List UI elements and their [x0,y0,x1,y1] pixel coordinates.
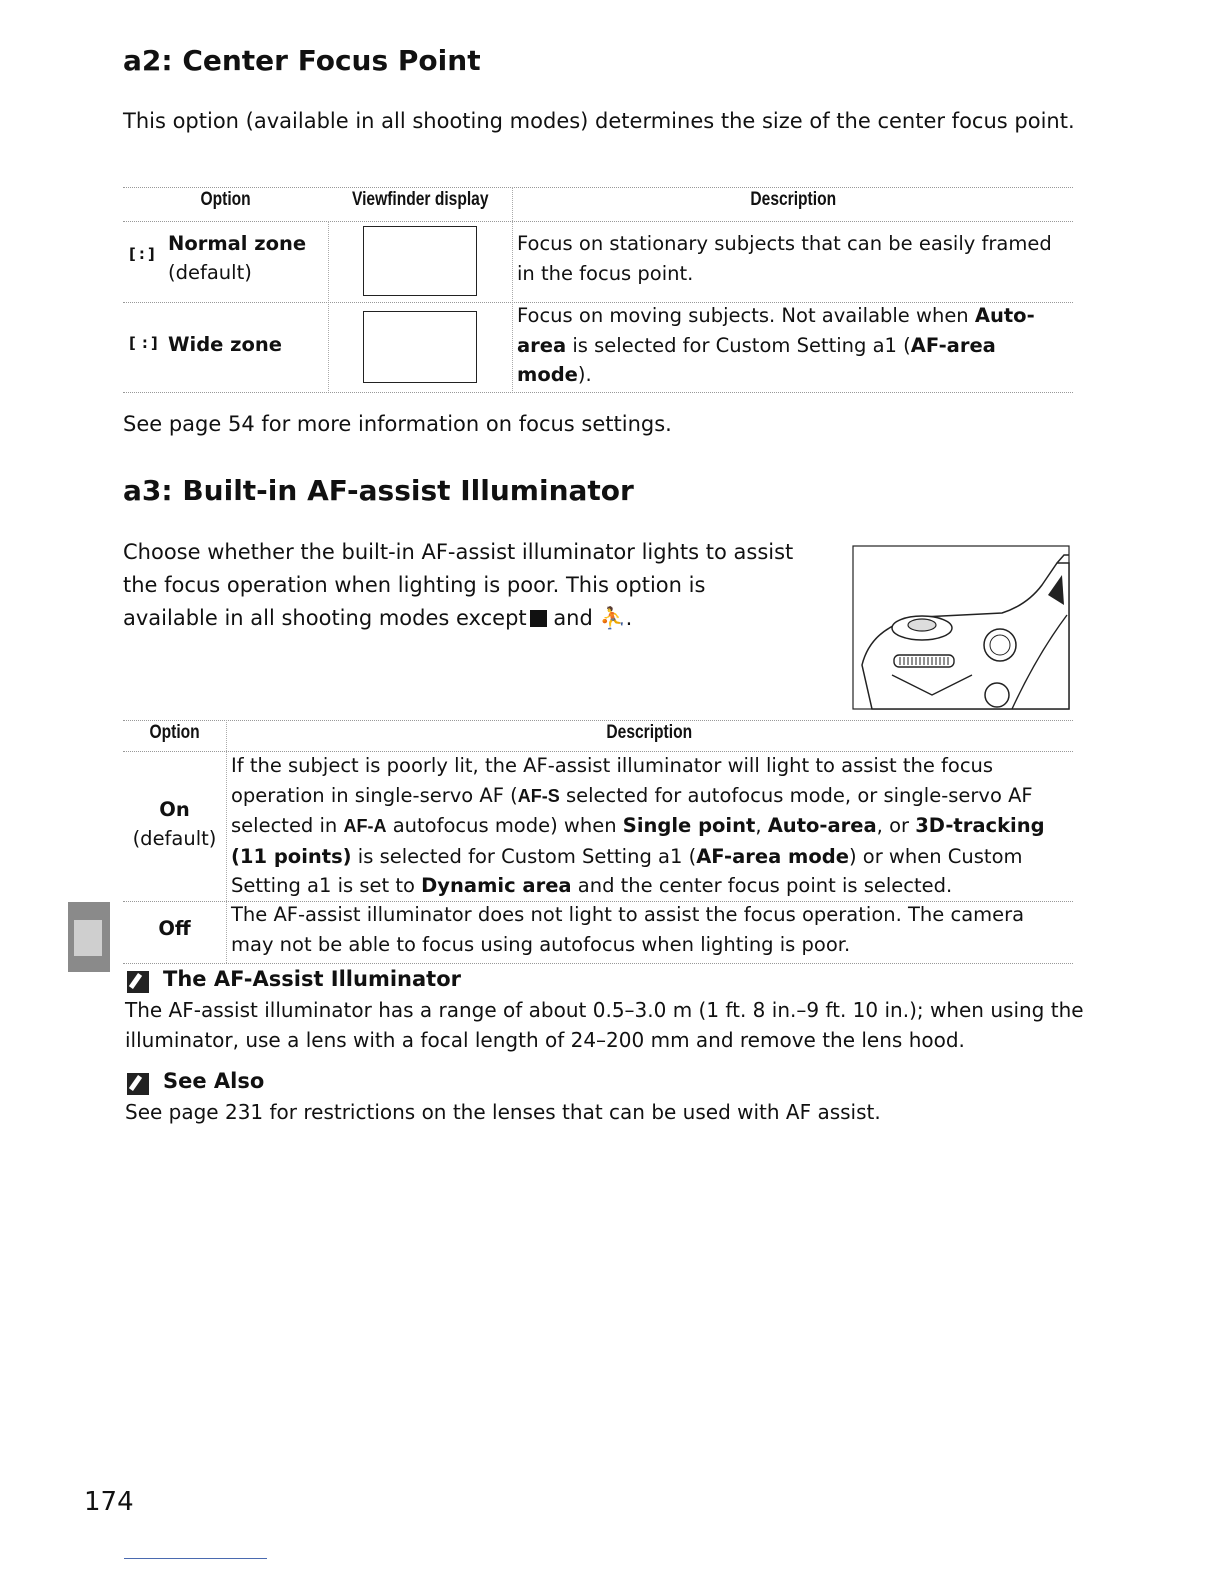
normal-zone-viewfinder-image [363,226,477,296]
wide-zone-label: Wide zone [168,333,283,356]
on-default: (default) [132,827,217,850]
pencil-note-icon [127,1073,149,1095]
section-title-a3: a3: Built-in AF-assist Illuminator [123,474,634,507]
normal-zone-label: Normal zone [168,232,307,255]
footer-rule [124,1558,267,1559]
a3-header-option: Option [149,722,200,743]
on-description: If the subject is poorly lit, the AF-assist illuminator will light to assist the focus operation in single-servo AF (AF-S selected for autofocus mode, or single-servo AF selected in AF-A autofocus mode) when Single point, Auto-area, or 3D-tracking (11 points) is selected for Custom Setting a1 (AF-area mode) or when Custom Setting a1 is set to Dynamic area and the center focus point is selected. [231,754,1045,897]
a2-intro: This option (available in all shooting modes) determines the size of the center focus point. [123,109,1075,133]
note-body: The AF-assist illuminator has a range of about 0.5–3.0 m (1 ft. 8 in.–9 ft. 10 in.); when using the illuminator, use a lens with a focal length of 24–200 mm and remove the lens hood. [125,998,1084,1052]
pencil-note-icon [127,971,149,993]
a2-header-option: Option [200,189,251,210]
landscape-mode-icon [530,610,547,627]
normal-zone-icon: [ : ] [129,245,155,263]
a2-header-viewfinder: Viewfinder display [352,189,489,210]
note-body: See page 231 for restrictions on the lenses that can be used with AF assist. [125,1100,881,1124]
normal-zone-description: Focus on stationary subjects that can be easily framed in the focus point. [517,232,1052,285]
a3-intro: Choose whether the built-in AF-assist illuminator lights to assist the focus operation when lighting is poor. This option is available in all shooting modes except and ⛹. [123,540,794,630]
note-title: The AF-Assist Illuminator [163,967,461,991]
sports-mode-icon: ⛹ [599,606,626,630]
off-description: The AF-assist illuminator does not light to assist the focus operation. The camera may not be able to focus using autofocus when lighting is poor. [231,903,1025,956]
a3-header-description: Description [606,722,693,743]
on-label: On [159,798,190,821]
wide-zone-icon: [ : ] [129,334,158,352]
page-number: 174 [84,1487,134,1517]
normal-zone-default: (default) [168,261,252,284]
a2-see-page: See page 54 for more information on focus settings. [123,412,672,436]
wide-zone-viewfinder-image [363,311,477,383]
custom-settings-tab-icon [74,920,102,956]
note-title: See Also [163,1069,265,1093]
section-tab-marker [68,902,110,972]
section-title-a2: a2: Center Focus Point [123,44,481,77]
camera-illustration [852,545,1070,710]
a2-header-description: Description [750,189,836,210]
wide-zone-description: Focus on moving subjects. Not available when Auto-area is selected for Custom Setting a1 (AF-area mode). [517,304,1035,386]
off-label: Off [158,917,191,940]
